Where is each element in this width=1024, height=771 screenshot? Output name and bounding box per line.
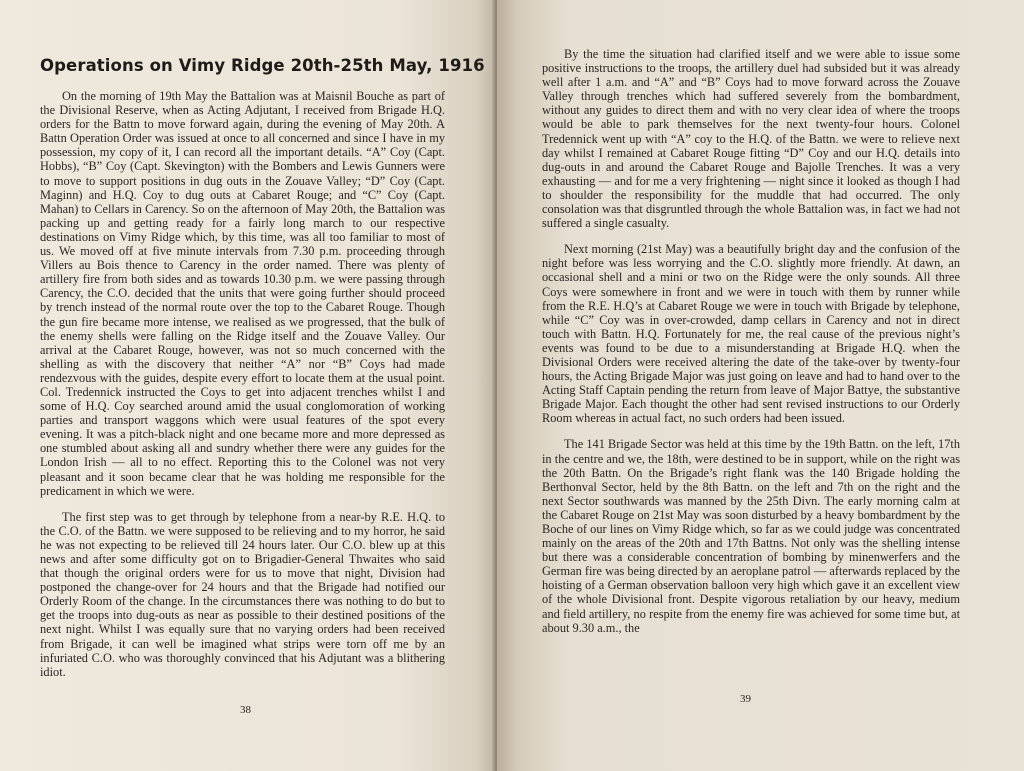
left-page bbox=[0, 0, 496, 771]
right-page-number: 39 bbox=[740, 693, 751, 705]
chapter-heading: Operations on Vimy Ridge 20th-25th May, 1916 bbox=[40, 56, 485, 75]
left-paragraph-1: On the morning of 19th May the Battalion was at Maisnil Bouche as part of the Divisional Reserve, when as Acting Adjutant, I received from Brigade H.Q. orders for the Battn to move forward again, during the evening of May 20th. A Battn Operation Order was issued at once to all concerned and since I have in my possession, my copy of it, I can record all the important details. “A” Coy (Capt. Hobbs), “B” Coy (Capt. Skevington) with the Bombers and Lewis Gunners were to move to support positions in dug outs in the Zouave Valley; “D” Coy (Capt. Maginn) and H.Q. Coy to dug outs at Cabaret Rouge; and “C” Coy (Capt. Mahan) to Cellars in Carency. So on the afternoon of May 20th, the Battalion was packing up and getting ready for a fairly long march to our respective destinations on Vimy Ridge which, by this time, was all too familiar to most of us. We moved off at five minute intervals from 7.30 p.m. proceeding through Villers au Bois thence to Carency in the order named. There was plenty of artillery fire from both sides and as towards 10.30 p.m. we were passing through Carency, the C.O. decided that the units that were going further should proceed by trench instead of the normal route over the top to the Cabaret Rouge. Though the gun fire became more intense, we realised as we progressed, that the bulk of the enemy shells were falling on the Ridge itself and the Zouave Valley. Our arrival at the Cabaret Rouge, however, was not so much concerned with the shelling as with the discovery that neither “A” nor “B” Coys had made rendezvous with the guides, despite every effort to locate them at the usual point. Col. Tredennick instructed the Coys to get into adjacent trenches whilst I and some of H.Q. Coy searched around amid the usual conglomoration of working parties and transport waggons which were usual features of the spot every evening. It was a pitch-black night and one became more and more depressed as one stumbled about asking all and sundry whether there were any guides for the London Irish — all to no effect. Reporting this to the Colonel was not very pleasant and it soon became clear that he was holding me responsible for the predicament in which we were. bbox=[40, 89, 445, 498]
right-paragraph-1: By the time the situation had clarified itself and we were able to issue some positive instructions to the troops, the artillery duel had subsided but it was already well after 1 a.m. and “A” and “B” Coys had to move forward across the Zouave Valley through trenches which had suffered severely from the bombardment, without any guides to direct them and with no very clear idea of where the troops would be able to park themselves for the next twenty-four hours. Colonel Tredennick went up with “A” coy to the H.Q. of the Battn. we were to relieve next day whilst I remained at Cabaret Rouge fitting “D” Coy and our H.Q. details into dug-outs in and around the Cabaret Rouge and Bajolle Trenches. It was a very exhausting — and for me a very frightening — night since it looked as though I had to shoulder the responsibility for the muddle that had occurred. The only consolation was that disgruntled through the whole Battalion was, in fact we had not suffered a single casualty. bbox=[542, 47, 960, 231]
left-page-number: 38 bbox=[240, 704, 251, 716]
right-paragraph-2: Next morning (21st May) was a beautifully bright day and the confusion of the night before was less worrying and the C.O. slightly more friendly. At dawn, an occasional shell and a mini or two on the Ridge were the only sounds. All three Coys were somewhere in front and we were in touch with them by runner while from the R.E. H.Q’s at Cabaret Rouge we were in touch with Brigade by telephone, while “C” Coy was in over-crowded, damp cellars in Carency and not in direct touch with Battn. H.Q. Fortunately for me, the real cause of the previous night’s events was found to be due to a misunderstanding at Brigade H.Q. when the Divisional Orders were received altering the date of the take-over by twenty-four hours, the Acting Brigade Major was just going on leave and had to hand over to the Acting Staff Captain pending the return from leave of Major Battye, the substantive Brigade Major. Each thought the other had sent revised instructions to our Orderly Room whereas in actual fact, no such orders had been issued. bbox=[542, 242, 960, 426]
right-page-text bbox=[542, 47, 960, 647]
left-paragraph-2: The first step was to get through by telephone from a near-by R.E. H.Q. to the C.O. of the Battn. we were supposed to be relieving and to my horror, he said he was not expecting to be relieved till 24 hours later. Our C.O. blew up at this news and after some difficulty got on to Brigadier-General Thwaites who said that though the original orders were for us to move that night, Division had postponed the change-over for 24 hours and that the Brigade had notified our Orderly Room of the change. In the circumstances there was nothing to do but to get the troops into dug-outs as near as possible to their destined positions of the next night. Whilst I was equally sure that no varying orders had been received from Brigade, it can well be imagined what strips were torn off me by an infuriated C.O. who was thoroughly convinced that his Adjutant was a blithering idiot. bbox=[40, 509, 445, 679]
right-paragraph-3: The 141 Brigade Sector was held at this time by the 19th Battn. on the left, 17th in the centre and we, the 18th, were destined to be in support, while on the right was the 20th Battn. On the Brigade’s right flank was the 140 Brigade holding the Berthonval Sector, held by the 8th Battn. on the left and 7th on the right and the next Sector southwards was manned by the 25th Divn. The early morning calm at the Cabaret Rouge on 21st May was soon disturbed by a heavy bombardment by the Boche of our lines on Vimy Ridge which, so far as we could judge was concentrated mainly on the areas of the 20th and 17th Battns. Not only was the shelling intense but there was a considerable concentration of bombing by minenwerfers and the German fire was being directed by an aeroplane patrol — afterwards replaced by the hoisting of a German observation balloon very high which gave it an excellent view of the whole Divisional front. Despite vigorous retaliation by our heavy, medium and field artillery, no respite from the enemy fire was achieved for some time but, at about 9.30 a.m., the bbox=[542, 437, 960, 635]
left-page-text bbox=[40, 56, 485, 691]
right-page bbox=[497, 0, 1024, 771]
